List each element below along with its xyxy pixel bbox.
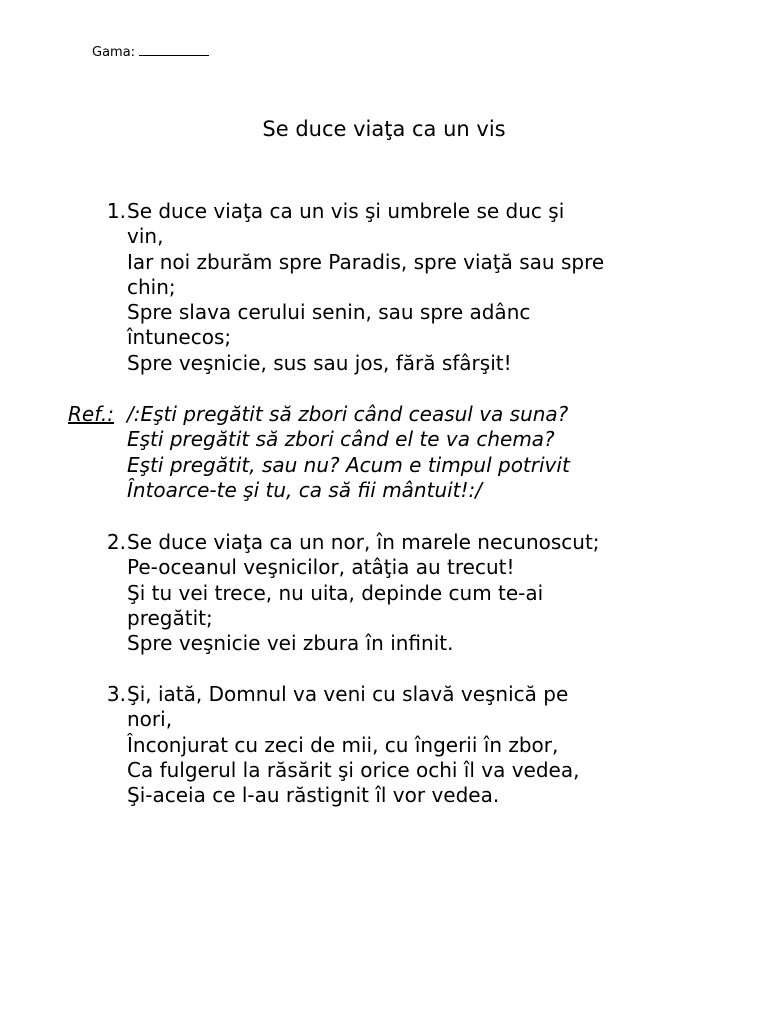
gama-label: Gama: [92,45,136,60]
verse-line: Spre veşnicie vei zbura în infinit. [127,631,454,656]
verse-line: Se duce viaţa ca un nor, în marele necunoscut; [127,530,600,554]
stanza-number: 1. [106,199,126,223]
refrain [68,402,708,503]
verse-line: Spre veşnicie, sus sau jos, fără sfârşit! [127,350,512,375]
verse-line: Spre slava cerului senin, sau spre adânc [127,300,531,325]
refrain-line: Întoarce-te şi tu, ca să fii mântuit!:/ [127,477,483,502]
stanza-1 [68,199,708,376]
stanza-number: 2. [106,530,126,554]
stanza-2 [68,530,708,656]
verse-line: pregătit; [127,605,213,630]
gama-field [92,42,209,62]
refrain-lines [127,402,708,503]
refrain-line: Eşti pregătit, sau nu? Acum e timpul potrivit [127,452,570,477]
verse-line: nori, [127,707,173,732]
stanza-number: 3. [106,682,126,706]
verse-line: chin; [127,274,176,299]
verse-line: Se duce viaţa ca un vis şi umbrele se duc şi [127,199,565,223]
verse-line: Iar noi zburăm spre Paradis, spre viaţă sau spre [127,249,605,274]
verse-line: Şi tu vei trece, nu uita, depinde cum te-ai [127,580,544,605]
gama-blank-line [139,42,209,56]
stanza-lines [127,199,708,376]
refrain-label: Ref.: [68,402,114,426]
song-title: Se duce viaţa ca un vis [262,117,506,141]
stanza-lines [127,682,708,808]
verse-line: întunecos; [127,325,232,350]
verse-line: Ca fulgerul la răsărit şi orice ochi îl va vedea, [127,757,580,782]
stanza-3 [68,682,708,808]
refrain-line: /:Eşti pregătit să zbori când ceasul va suna? [127,402,569,426]
stanza-lines [127,530,708,656]
verse-line: Pe-oceanul veşnicilor, atâţia au trecut! [127,555,515,580]
verse-line: vin, [127,224,164,249]
refrain-line: Eşti pregătit să zbori când el te va chema? [127,427,555,452]
verse-line: Înconjurat cu zeci de mii, cu îngerii în zbor, [127,732,559,757]
verse-line: Şi-aceia ce l-au răstignit îl vor vedea. [127,783,500,808]
verse-line: Şi, iată, Domnul va veni cu slavă veşnică pe [127,682,569,706]
